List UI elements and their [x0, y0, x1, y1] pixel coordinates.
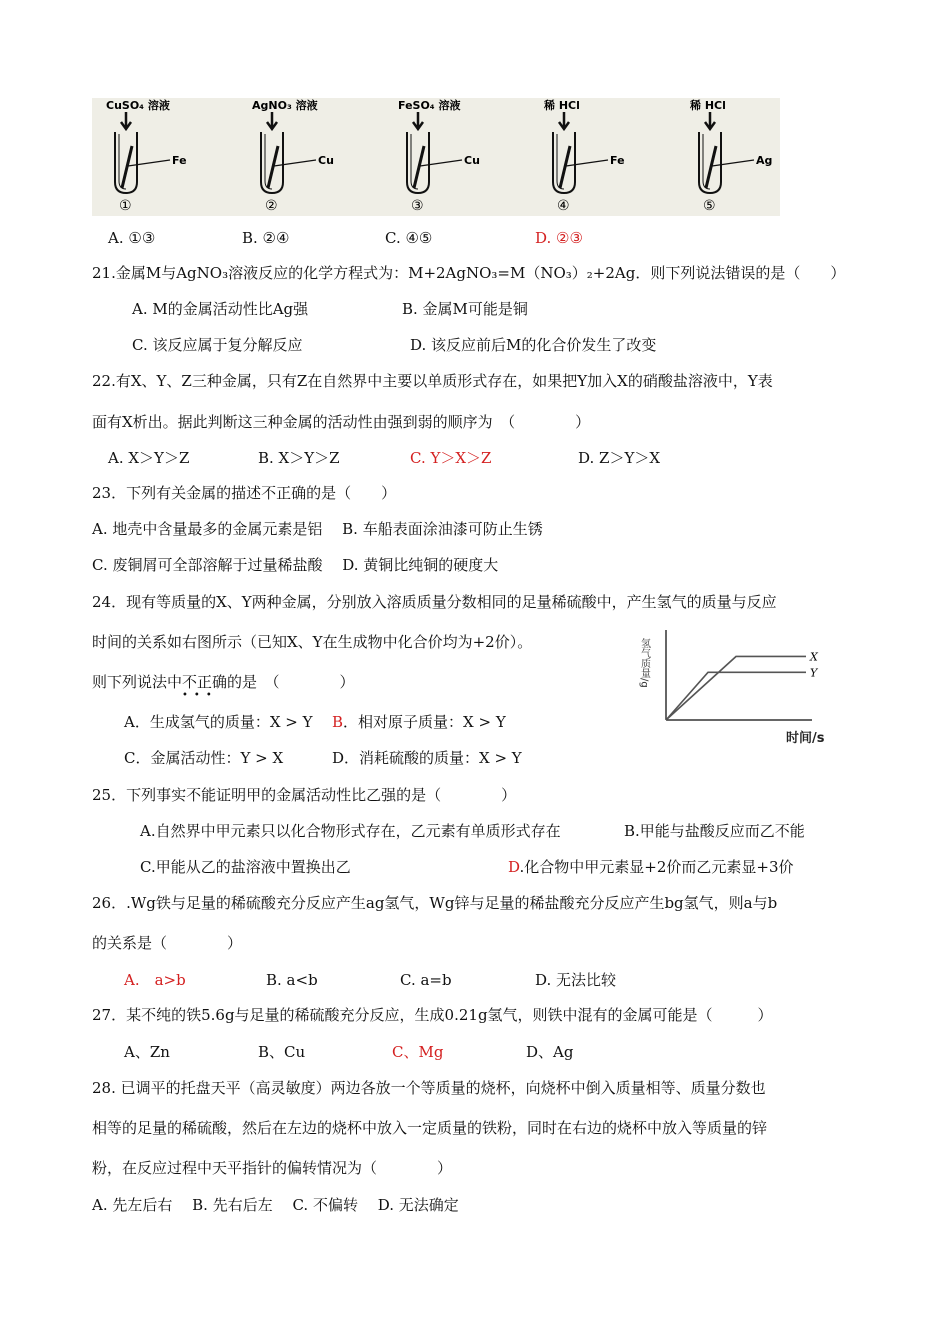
tube-outline	[699, 132, 721, 193]
q27-option-b: B、Cu	[258, 1043, 306, 1061]
q28-stem-3: 粉，在反应过程中天平指针的偏转情况为（ ）	[92, 1159, 453, 1177]
q23-options-row-1: A. 地壳中含量最多的金属元素是铝 B. 车船表面涂油漆可防止生锈	[92, 520, 543, 538]
q26-option-a: A. a>b	[124, 971, 186, 989]
q26-stem-1: 26．.Wg铁与足量的稀硫酸充分反应产生ag氢气，Wg锌与足量的稀盐酸充分反应产生bg氢气，则a与b	[92, 894, 778, 912]
q21-option-b: B. 金属M可能是铜	[402, 300, 528, 318]
q24-emphasis	[182, 673, 228, 701]
metal-label: Cu	[464, 154, 480, 167]
metal-pointer-line	[566, 160, 608, 166]
q28-stem-2: 相等的足量的稀硫酸，然后在左边的烧杯中放入一定质量的铁粉，同时在右边的烧杯中放入等质量的锌	[92, 1119, 768, 1137]
q28-stem-1: 28. 已调平的托盘天平（高灵敏度）两边各放一个等质量的烧杯，向烧杯中倒入质量相等、质量分数也	[92, 1079, 766, 1097]
test-tube-2	[252, 98, 334, 214]
down-arrow-icon	[413, 112, 423, 129]
tube-number: ⑤	[703, 198, 716, 214]
metal-strip	[268, 146, 278, 188]
q24-option-d: D．消耗硫酸的质量：X > Y	[332, 749, 522, 767]
q24-option-b-letter: B	[332, 713, 344, 731]
q22-option-d: D. Z＞Y＞X	[578, 449, 661, 467]
test-tube-4	[543, 98, 625, 214]
down-arrow-icon	[267, 112, 277, 129]
q26-option-d: D. 无法比较	[535, 971, 617, 989]
q25-option-c: C.甲能从乙的盐溶液中置换出乙	[140, 858, 351, 876]
metal-label: Cu	[318, 154, 334, 167]
series-label-x: X	[810, 650, 818, 664]
q26-option-c: C. a=b	[400, 971, 452, 989]
test-tube-3	[398, 98, 480, 214]
q24-option-c: C．金属活动性：Y > X	[124, 749, 284, 767]
test-tube-diagram	[92, 98, 780, 216]
emphasis-dots: •••	[182, 690, 218, 701]
metal-pointer-line	[420, 160, 462, 166]
q24-option-b	[332, 712, 506, 732]
y-axis-label: 氢气质量/g	[638, 638, 650, 688]
q24-stem-2: 时间的关系如右图所示（已知X、Y在生成物中化合价均为+2价）。	[92, 633, 533, 651]
metal-label: Ag	[756, 154, 773, 167]
test-tube-figure	[92, 98, 780, 216]
q21-option-a: A. M的金属活动性比Ag强	[132, 300, 309, 318]
x-axis-label: 时间/s	[786, 731, 825, 746]
q24-stem-1: 24．现有等质量的X、Y两种金属，分别放入溶质质量分数相同的足量稀硫酸中，产生氢气的质量与反应	[92, 593, 777, 611]
series-label-y: Y	[810, 666, 818, 680]
series-line-y	[666, 672, 806, 720]
tube-outline	[553, 132, 575, 193]
q21-stem: 21.金属M与AgNO₃溶液反应的化学方程式为：M+2AgNO₃=M（NO₃）₂+2Ag．则下列说法错误的是（ ）	[92, 264, 846, 282]
q24-option-b-text: ．相对原子质量：X > Y	[343, 713, 506, 731]
tube-number: ②	[265, 198, 278, 214]
tube-outline	[115, 132, 137, 193]
q27-option-d: D、Ag	[526, 1043, 574, 1061]
q20-option-a: A. ①③	[108, 229, 156, 247]
metal-pointer-line	[128, 160, 170, 166]
q24-stem-3-post: 的是 （ ）	[227, 673, 355, 691]
test-tube-1	[106, 98, 187, 214]
q23-stem: 23．下列有关金属的描述不正确的是（ ）	[92, 484, 397, 502]
q27-option-c: C、Mg	[392, 1043, 444, 1061]
tube-outline	[261, 132, 283, 193]
q21-option-d: D. 该反应前后M的化合价发生了改变	[410, 336, 657, 354]
q25-option-a: A.自然界中甲元素只以化合物形式存在，乙元素有单质形式存在	[140, 822, 561, 840]
down-arrow-icon	[705, 112, 715, 129]
down-arrow-icon	[121, 112, 131, 129]
q22-option-b: B. X＞Y＞Z	[258, 449, 340, 467]
tube-number: ③	[411, 198, 424, 214]
q23-options-row-2: C. 废铜屑可全部溶解于过量稀盐酸 D. 黄铜比纯铜的硬度大	[92, 556, 499, 574]
reagent-label: AgNO₃ 溶液	[252, 99, 318, 112]
q27-option-a: A、Zn	[124, 1043, 170, 1061]
q24-stem-3-pre: 则下列说法中	[92, 673, 183, 691]
q25-option-d-text: .化合物中甲元素显+2价而乙元素显+3价	[519, 858, 794, 876]
series-line-x	[666, 656, 806, 720]
q22-option-a: A. X＞Y＞Z	[108, 449, 190, 467]
metal-label: Fe	[610, 154, 625, 167]
reagent-label: 稀 HCl	[690, 99, 726, 112]
reagent-label: FeSO₄ 溶液	[398, 99, 461, 112]
tube-number: ①	[119, 198, 132, 214]
q20-option-d: D. ②③	[535, 229, 583, 247]
q24-emphasis-text: 不正确	[182, 673, 228, 691]
q25-option-d-letter: D	[508, 858, 520, 876]
hydrogen-mass-chart	[636, 626, 852, 748]
q22-stem-1: 22.有X、Y、Z三种金属，只有Z在自然界中主要以单质形式存在，如果把Y加入X的硝酸盐溶液中，Y表	[92, 372, 773, 390]
tube-number: ④	[557, 198, 570, 214]
metal-pointer-line	[712, 160, 754, 166]
q24-option-a: A．生成氢气的质量：X > Y	[124, 713, 313, 731]
q20-option-c: C. ④⑤	[385, 229, 433, 247]
q25-option-d	[508, 857, 794, 877]
reagent-label: 稀 HCl	[544, 99, 580, 112]
q22-option-c: C. Y＞X＞Z	[410, 449, 492, 467]
metal-label: Fe	[172, 154, 187, 167]
q20-option-b: B. ②④	[242, 229, 290, 247]
q22-stem-2: 面有X析出。据此判断这三种金属的活动性由强到弱的顺序为 （ ）	[92, 413, 591, 431]
tube-outline	[407, 132, 429, 193]
q28-options: A. 先左后右 B. 先右后左 C. 不偏转 D. 无法确定	[92, 1196, 459, 1214]
metal-strip	[122, 146, 132, 188]
metal-strip	[560, 146, 570, 188]
q26-option-b: B. a<b	[266, 971, 318, 989]
q25-option-b: B.甲能与盐酸反应而乙不能	[624, 822, 805, 840]
q24-stem-3	[92, 672, 355, 701]
metal-pointer-line	[274, 160, 316, 166]
reagent-label: CuSO₄ 溶液	[106, 99, 170, 112]
hydrogen-mass-graph	[636, 626, 852, 748]
test-tube-5	[689, 98, 772, 214]
metal-strip	[706, 146, 716, 188]
q26-stem-2: 的关系是（ ）	[92, 934, 243, 952]
down-arrow-icon	[559, 112, 569, 129]
q27-stem: 27．某不纯的铁5.6g与足量的稀硫酸充分反应，生成0.21g氢气，则铁中混有的金属可能是（ ）	[92, 1006, 773, 1024]
metal-strip	[414, 146, 424, 188]
q25-stem: 25．下列事实不能证明甲的金属活动性比乙强的是（ ）	[92, 786, 517, 804]
q21-option-c: C. 该反应属于复分解反应	[132, 336, 303, 354]
